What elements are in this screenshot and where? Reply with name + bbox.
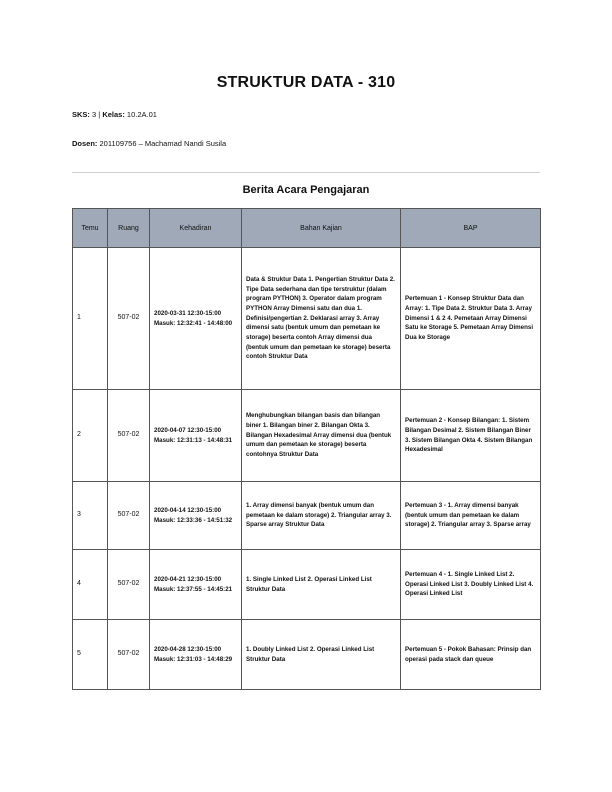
- bap-cell: Pertemuan 2 - Konsep Bilangan: 1. Sistem Bilangan Desimal 2. Sistem Bilangan Biner 3. Sistem Bilangan Okta 4. Sistem Bilangan Hexadesimal: [401, 390, 541, 482]
- dosen-label: Dosen:: [72, 139, 98, 148]
- page-title: STRUKTUR DATA - 310: [216, 74, 396, 91]
- kelas-label: Kelas:: [102, 110, 125, 119]
- temu-cell: 4: [73, 550, 108, 620]
- temu-cell: 1: [73, 248, 108, 390]
- table-row: [73, 482, 541, 550]
- table-header-row: [73, 209, 541, 248]
- lecturer-info: [72, 139, 226, 148]
- bap-cell: Pertemuan 3 - 1. Array dimensi banyak (bentuk umum dan pemetaan ke dalam storage) 2. Triangular array 3. Sparse array: [401, 482, 541, 550]
- kehadiran-cell: [150, 482, 242, 550]
- ruang-cell: 507-02: [108, 620, 150, 690]
- kehadiran-cell: [150, 248, 242, 390]
- ruang-cell: 507-02: [108, 390, 150, 482]
- attendance-time: Masuk: 12:31:03 - 14:48:29: [154, 655, 233, 663]
- schedule-time: 2020-04-14 12:30-15:00: [154, 506, 222, 514]
- divider: [72, 172, 540, 173]
- sks-value: 3: [92, 110, 97, 119]
- bap-cell: Pertemuan 1 - Konsep Struktur Data dan Array: 1. Tipe Data 2. Struktur Data 3. Array Dimensi 1 & 2 4. Pemetaan Array Dimensi Satu ke Storage 5. Pemetaan Array Dimensi Dua ke Storage: [401, 248, 541, 390]
- bahan-kajian-cell: Data & Struktur Data 1. Pengertian Struktur Data 2. Tipe Data sederhana dan tipe terstruktur (dalam program PYTHON) 3. Operator dalam program PYTHON Array Dimensi satu dan dua 1. Definisi/pengertian 2. Deklarasi array 3. Array dimensi satu (bentuk umum dan pemetaan ke storage) beserta contoh Array dimensi dua (bentuk umum dan pemetaan ke storage) beserta contoh Struktur Data: [242, 248, 401, 390]
- sks-label: SKS:: [72, 110, 90, 119]
- bahan-kajian-cell: 1. Single Linked List 2. Operasi Linked List Struktur Data: [242, 550, 401, 620]
- bahan-kajian-cell: 1. Array dimensi banyak (bentuk umum dan pemetaan ke dalam storage) 2. Triangular array 3. Sparse array Struktur Data: [242, 482, 401, 550]
- table-row: [73, 248, 541, 390]
- header-ruang: Ruang: [108, 209, 150, 248]
- ruang-cell: 507-02: [108, 550, 150, 620]
- teaching-log-table: [72, 208, 541, 690]
- table-row: [73, 620, 541, 690]
- kelas-value: 10.2A.01: [126, 110, 157, 119]
- kehadiran-cell: [150, 550, 242, 620]
- bap-cell: Pertemuan 5 - Pokok Bahasan: Prinsip dan operasi pada stack dan queue: [401, 620, 541, 690]
- ruang-cell: 507-02: [108, 248, 150, 390]
- schedule-time: 2020-04-21 12:30-15:00: [154, 575, 222, 583]
- temu-cell: 5: [73, 620, 108, 690]
- schedule-time: 2020-03-31 12:30-15:00: [154, 309, 222, 317]
- temu-cell: 2: [73, 390, 108, 482]
- temu-cell: 3: [73, 482, 108, 550]
- bap-cell: Pertemuan 4 - 1. Single Linked List 2. Operasi Linked List 3. Doubly Linked List 4. Operasi Linked List: [401, 550, 541, 620]
- attendance-time: Masuk: 12:31:13 - 14:48:31: [154, 436, 233, 444]
- section-title: Berita Acara Pengajaran: [242, 184, 370, 196]
- header-temu: Temu: [73, 209, 108, 248]
- kehadiran-cell: [150, 390, 242, 482]
- course-info: SKS: 3 | Kelas: 10.2A.01: [72, 110, 157, 119]
- header-kehadiran: Kehadiran: [150, 209, 242, 248]
- attendance-time: Masuk: 12:37:55 - 14:45:21: [154, 585, 233, 593]
- dosen-value: 201109756 – Machamad Nandi Susila: [99, 139, 227, 148]
- schedule-time: 2020-04-07 12:30-15:00: [154, 426, 222, 434]
- ruang-cell: 507-02: [108, 482, 150, 550]
- attendance-time: Masuk: 12:32:41 - 14:48:00: [154, 319, 233, 327]
- attendance-time: Masuk: 12:33:36 - 14:51:32: [154, 516, 233, 524]
- table-row: [73, 550, 541, 620]
- bahan-kajian-cell: 1. Doubly Linked List 2. Operasi Linked List Struktur Data: [242, 620, 401, 690]
- bahan-kajian-cell: Menghubungkan bilangan basis dan bilangan biner 1. Bilangan biner 2. Bilangan Okta 3. Bilangan Hexadesimal Array dimensi dua (bentuk umum dan pemetaan ke storage) beserta contohnya Struktur Data: [242, 390, 401, 482]
- header-bap: BAP: [401, 209, 541, 248]
- table-row: [73, 390, 541, 482]
- header-bahan-kajian: Bahan Kajian: [242, 209, 401, 248]
- schedule-time: 2020-04-28 12:30-15:00: [154, 645, 222, 653]
- kehadiran-cell: [150, 620, 242, 690]
